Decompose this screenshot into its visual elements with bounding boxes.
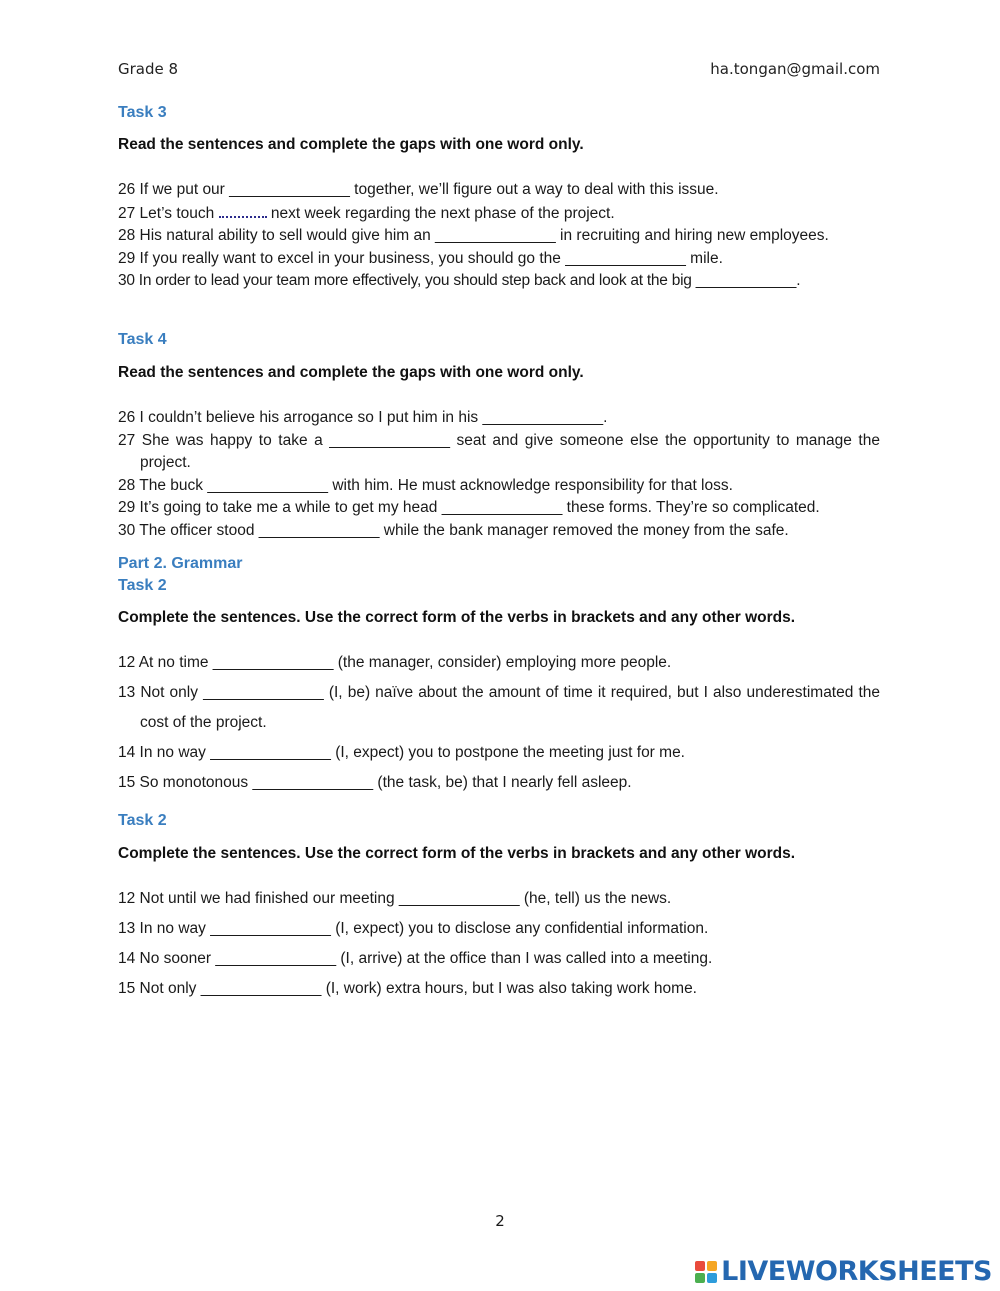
sentence-text: next week regarding the next phase of the project. — [266, 204, 615, 222]
sentence-text: 28 His natural ability to sell would give him an — [118, 227, 436, 244]
sentence-text: 27 Let’s touch — [118, 204, 219, 222]
grammar-item — [118, 974, 880, 1004]
answer-gap[interactable]: ______________ — [207, 476, 329, 494]
sentence-text: 15 Not only — [118, 980, 201, 997]
task3-list — [118, 179, 880, 293]
sentence-text: (I, be) naïve about the amount of time it required, but I also underestimated the cost of the project. — [140, 684, 880, 731]
sentence-text: 12 Not until we had finished our meeting — [118, 890, 399, 907]
sentence-text: (I, work) extra hours, but I was also taking work home. — [321, 980, 697, 997]
answer-gap[interactable]: ______________ — [258, 521, 380, 539]
logo-text: LIVEWORKSHEETS — [721, 1256, 992, 1287]
part2-task-b-list — [118, 884, 880, 1004]
part2-task-b-instruction: Complete the sentences. Use the correct form of the verbs in brackets and any other words. — [118, 845, 796, 862]
header-email: ha.tongan@gmail.com — [710, 60, 880, 78]
part2-task-b-title: Task 2 — [118, 812, 167, 829]
answer-gap[interactable]: ______________ — [210, 920, 331, 937]
sentence-text: 28 The buck — [118, 476, 208, 494]
sentence-text: these forms. They’re so complicated. — [562, 499, 820, 516]
liveworksheets-logo[interactable] — [695, 1256, 992, 1287]
sentence-text: (I, expect) you to disclose any confidential information. — [330, 920, 709, 937]
task3-item — [118, 248, 880, 271]
task4-list — [118, 407, 880, 542]
part2-task-a-instruction: Complete the sentences. Use the correct form of the verbs in brackets and any other words. — [118, 609, 796, 626]
sentence-text: 29 If you really want to excel in your business, you should go the — [118, 249, 566, 267]
sentence-text: (I, expect) you to postpone the meeting just for me. — [330, 744, 685, 761]
answer-gap[interactable]: ______________ — [200, 980, 322, 997]
sentence-text: 30 The officer stood — [118, 521, 259, 539]
task3-instruction: Read the sentences and complete the gaps with one word only. — [118, 136, 584, 153]
sentence-text: 26 I couldn’t believe his arrogance so I put him in his — [118, 409, 483, 426]
task4-item — [118, 520, 880, 543]
logo-blocks-icon — [695, 1261, 717, 1283]
answer-gap[interactable]: ______________ — [210, 744, 331, 761]
sentence-text: while the bank manager removed the money from the safe. — [379, 521, 789, 539]
grammar-item — [118, 738, 880, 768]
sentence-text: seat and give someone else the opportunity to manage the project. — [140, 431, 880, 471]
grammar-item — [118, 768, 880, 798]
task4-item — [118, 497, 880, 520]
sentence-text: 29 It’s going to take me a while to get my head — [118, 499, 442, 516]
answer-gap[interactable]: ______________ — [329, 431, 450, 449]
answer-gap[interactable]: ______________ — [229, 181, 350, 198]
answer-gap[interactable]: ______________ — [441, 499, 563, 516]
sentence-text: together, we’ll figure out a way to deal with this issue. — [349, 181, 719, 198]
answer-gap[interactable]: ______________ — [482, 409, 604, 426]
task3-item — [118, 179, 880, 202]
sentence-text: 13 Not only — [118, 684, 204, 701]
task4-item — [118, 475, 880, 498]
sentence-text: mile. — [685, 249, 723, 267]
grammar-item — [118, 648, 880, 678]
grammar-item — [118, 884, 880, 914]
sentence-text: with him. He must acknowledge responsibility for that loss. — [328, 476, 733, 494]
part2-task-a-list — [118, 648, 880, 798]
part2-title: Part 2. Grammar — [118, 555, 243, 572]
answer-gap[interactable]: ______________ — [252, 774, 374, 791]
answer-gap[interactable]: ______________ — [212, 654, 334, 671]
sentence-text: (the task, be) that I nearly fell asleep. — [373, 774, 632, 791]
grammar-item — [118, 914, 880, 944]
sentence-text: 14 In no way — [118, 744, 211, 761]
sentence-text: 26 If we put our — [118, 181, 230, 198]
task3-title: Task 3 — [118, 104, 167, 121]
sentence-text: 14 No sooner — [118, 950, 216, 967]
task3-item — [118, 270, 880, 293]
task4-title: Task 4 — [118, 331, 167, 348]
sentence-text: 15 So monotonous — [118, 774, 253, 791]
answer-gap[interactable]: ______________ — [398, 890, 520, 907]
sentence-text: 12 At no time — [118, 654, 213, 671]
task3-item — [118, 202, 880, 226]
answer-gap[interactable]: ______________ — [565, 249, 686, 267]
answer-gap[interactable]: ______________ — [435, 227, 556, 244]
answer-gap[interactable]: ______________ — [203, 684, 324, 701]
answer-gap-dotted[interactable] — [219, 202, 267, 218]
part2-task-a-title: Task 2 — [118, 577, 167, 594]
sentence-text: in recruiting and hiring new employees. — [555, 227, 829, 244]
sentence-text: . — [796, 272, 801, 289]
grammar-item — [118, 678, 880, 738]
answer-gap[interactable]: ______________ — [215, 950, 337, 967]
task4-instruction: Read the sentences and complete the gaps with one word only. — [118, 364, 584, 381]
sentence-text: (the manager, consider) employing more people. — [333, 654, 672, 671]
header-grade: Grade 8 — [118, 60, 179, 78]
task4-item — [118, 430, 880, 475]
sentence-text: . — [603, 409, 608, 426]
sentence-text: 27 She was happy to take a — [118, 431, 330, 449]
sentence-text: 30 In order to lead your team more effectively, you should step back and look at the big — [118, 272, 696, 289]
task3-item — [118, 225, 880, 248]
sentence-text: 13 In no way — [118, 920, 211, 937]
grammar-item — [118, 944, 880, 974]
task4-item — [118, 407, 880, 430]
page-number: 2 — [495, 1212, 505, 1230]
sentence-text: (I, arrive) at the office than I was called into a meeting. — [336, 950, 713, 967]
sentence-text: (he, tell) us the news. — [519, 890, 672, 907]
answer-gap[interactable]: ____________ — [695, 272, 797, 289]
